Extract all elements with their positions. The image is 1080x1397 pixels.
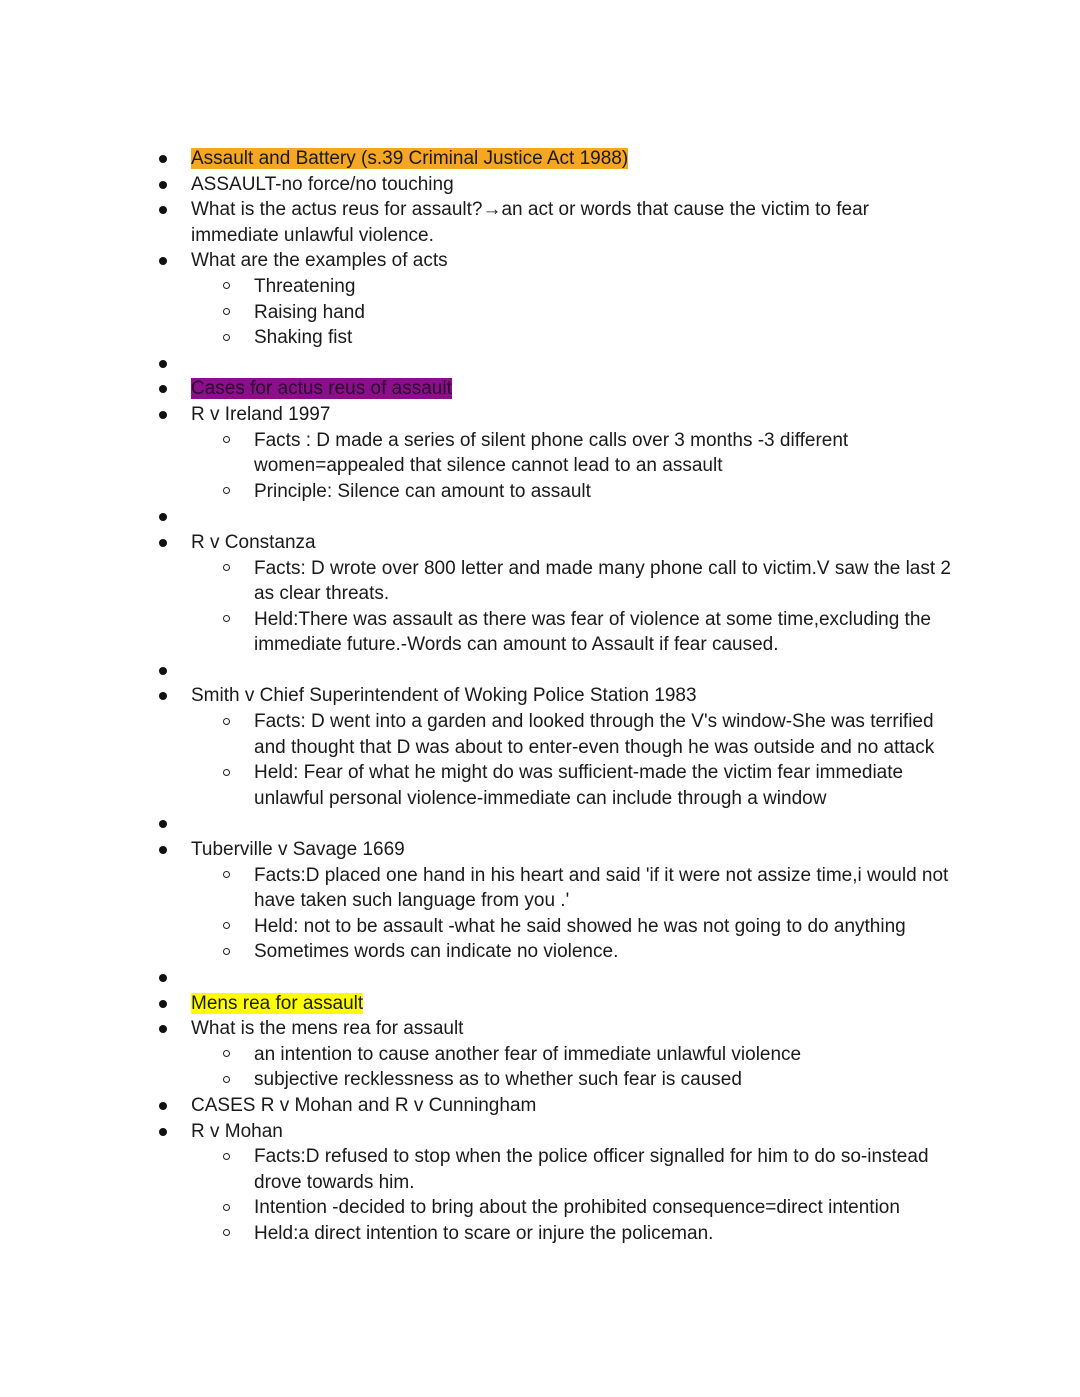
sub-list-item: Threatening (0, 274, 1080, 300)
sub-list-item: Held:There was assault as there was fear of violence at some time,excluding the immediate future.-Words can amount to Assault if fear caused. (0, 607, 1080, 658)
list-item: CASES R v Mohan and R v Cunningham (0, 1093, 1080, 1119)
bullet-icon (159, 513, 167, 521)
list-item (0, 376, 1080, 402)
circle-bullet-icon (223, 334, 230, 341)
circle-bullet-icon (223, 1076, 230, 1083)
list-item (0, 683, 1080, 709)
bullet-icon (159, 692, 167, 700)
bullet-icon (159, 206, 167, 214)
empty-list-item (0, 811, 1080, 837)
heading-cases-actus-reus: Cases for actus reus of assault (191, 378, 452, 400)
sub-list-item: Facts: D went into a garden and looked through the V's window-She was terrified and thought that D was about to enter-even though he was outside and no attack (0, 709, 1080, 760)
case-title: Tuberville v Savage 1669 (191, 839, 405, 861)
circle-bullet-icon (223, 1229, 230, 1236)
sub-list-item: subjective recklessness as to whether such fear is caused (0, 1067, 1080, 1093)
list-item (0, 837, 1080, 863)
heading-mens-rea: Mens rea for assault (191, 992, 364, 1014)
bullet-icon (159, 1102, 167, 1110)
sub-list-item: Held: Fear of what he might do was sufficient-made the victim fear immediate unlawful personal violence-immediate can include through a window (0, 760, 1080, 811)
bullet-icon (159, 181, 167, 189)
circle-bullet-icon (223, 769, 230, 776)
circle-bullet-icon (223, 1050, 230, 1057)
circle-bullet-icon (223, 948, 230, 955)
empty-list-item (0, 351, 1080, 377)
empty-list-item (0, 658, 1080, 684)
list-item (0, 1119, 1080, 1145)
list-item: ASSAULT-no force/no touching (0, 172, 1080, 198)
circle-bullet-icon (223, 308, 230, 315)
case-title: R v Mohan (191, 1120, 283, 1142)
circle-bullet-icon (223, 871, 230, 878)
sub-list-item: Principle: Silence can amount to assault (0, 479, 1080, 505)
circle-bullet-icon (223, 1204, 230, 1211)
bullet-icon (159, 667, 167, 675)
sub-list-item: an intention to cause another fear of immediate unlawful violence (0, 1042, 1080, 1068)
sub-list-item: Facts:D placed one hand in his heart and said 'if it were not assize time,i would not have taken such language from you .' (0, 863, 1080, 914)
sub-list-item: Facts:D refused to stop when the police officer signalled for him to do so-instead drove towards him. (0, 1144, 1080, 1195)
list-item (0, 146, 1080, 172)
circle-bullet-icon (223, 615, 230, 622)
sub-list-item: Facts : D made a series of silent phone calls over 3 months -3 different women=appealed that silence cannot lead to an assault (0, 428, 1080, 479)
sub-list-item: Intention -decided to bring about the prohibited consequence=direct intention (0, 1195, 1080, 1221)
circle-bullet-icon (223, 282, 230, 289)
sub-list-item: Raising hand (0, 300, 1080, 326)
bullet-icon (159, 360, 167, 368)
case-title: Smith v Chief Superintendent of Woking Police Station 1983 (191, 685, 697, 707)
bullet-icon (159, 820, 167, 828)
list-item (0, 991, 1080, 1017)
sub-list-item: Sometimes words can indicate no violence. (0, 939, 1080, 965)
bullet-icon (159, 155, 167, 163)
list-item (0, 530, 1080, 556)
case-title: R v Ireland 1997 (191, 403, 331, 425)
circle-bullet-icon (223, 436, 230, 443)
bullet-icon (159, 411, 167, 419)
bullet-icon (159, 1128, 167, 1136)
bullet-icon (159, 974, 167, 982)
list-item (0, 402, 1080, 428)
bullet-icon (159, 539, 167, 547)
heading-assault-battery: Assault and Battery (s.39 Criminal Justice Act 1988) (191, 148, 629, 169)
empty-list-item (0, 965, 1080, 991)
sub-list-item: Facts: D wrote over 800 letter and made many phone call to victim.V saw the last 2 as clear threats. (0, 556, 1080, 607)
document-body (0, 146, 1080, 1247)
circle-bullet-icon (223, 718, 230, 725)
bullet-icon (159, 385, 167, 393)
case-title: R v Constanza (191, 531, 316, 553)
bullet-icon (159, 1025, 167, 1033)
sub-list-item: Held:a direct intention to scare or injure the policeman. (0, 1221, 1080, 1247)
circle-bullet-icon (223, 487, 230, 494)
bullet-icon (159, 257, 167, 265)
circle-bullet-icon (223, 922, 230, 929)
circle-bullet-icon (223, 1153, 230, 1160)
bullet-icon (159, 846, 167, 854)
sub-list-item: Shaking fist (0, 325, 1080, 351)
bullet-icon (159, 1000, 167, 1008)
sub-list-item: Held: not to be assault -what he said showed he was not going to do anything (0, 914, 1080, 940)
empty-list-item (0, 504, 1080, 530)
list-item: What are the examples of acts (0, 248, 1080, 274)
circle-bullet-icon (223, 564, 230, 571)
list-item: What is the actus reus for assault?→an act or words that cause the victim to fear immediate unlawful violence. (0, 197, 1080, 248)
list-item: What is the mens rea for assault (0, 1016, 1080, 1042)
